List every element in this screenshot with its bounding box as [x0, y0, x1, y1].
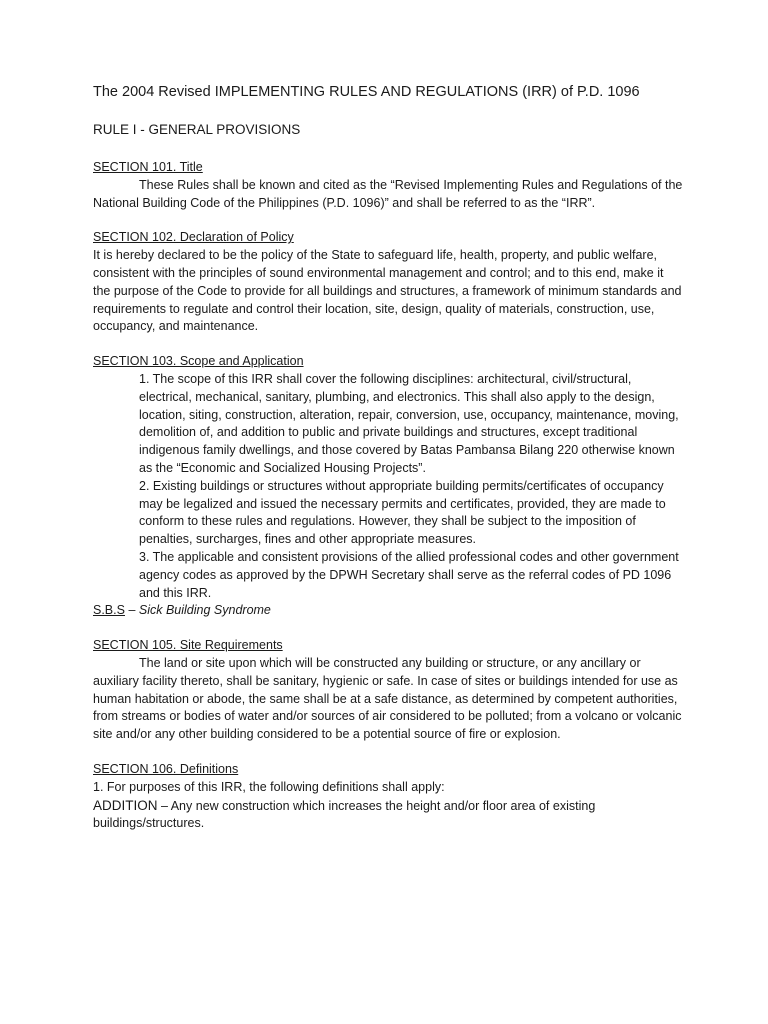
definition-term: ADDITION — [93, 797, 158, 813]
section-106 — [93, 761, 683, 833]
section-103-item-2: 2. Existing buildings or structures without appropriate building permits/certificates of occupancy may be legalized and issued the necessary permits and certificates, provided, they are made to conform to these rules and regulations. However, they shall be subject to the imposition of penalties, surcharges, fines and other appropriate measures. — [139, 478, 666, 547]
section-102 — [93, 229, 683, 336]
definition-text: – Any new construction which increases the height and/or floor area of existing buildings/structures. — [93, 798, 596, 831]
section-102-body: It is hereby declared to be the policy of the State to safeguard life, health, property, and public welfare, consistent with the principles of sound environmental management and control; and to this end, make it the purpose of the Code to provide for all buildings and structures, a framework of minimum standards and requirements to regulate and control their location, site, design, quality of materials, construction, use, occupancy, and maintenance. — [93, 248, 682, 334]
document-title: The 2004 Revised IMPLEMENTING RULES AND REGULATIONS (IRR) of P.D. 1096 — [93, 84, 640, 100]
sbs-definition — [93, 602, 683, 620]
section-105-heading: SECTION 105. Site Requirements — [93, 638, 283, 653]
section-105-body: The land or site upon which will be constructed any building or structure, or any ancillary or auxiliary facility thereto, shall be sanitary, hygienic or safe. In case of sites or buildings intended for use as human habitation or abode, the same shall be at a safe distance, as determined by competent authorities, from streams or bodies of water and/or sources of air considered to be polluted; from a volcano or volcanic site and/or any other building considered to be a potential source of fire or explosion. — [93, 655, 682, 742]
document-page — [93, 84, 683, 850]
section-106-heading: SECTION 106. Definitions — [93, 761, 239, 776]
section-106-intro: 1. For purposes of this IRR, the following definitions shall apply: — [93, 779, 445, 794]
sbs-expansion: Sick Building Syndrome — [138, 603, 271, 618]
section-101 — [93, 159, 683, 212]
section-103-item-3: 3. The applicable and consistent provisions of the allied professional codes and other government agency codes as approved by the DPWH Secretary shall serve as the referral codes of PD 1096 and this IRR. — [139, 549, 679, 600]
section-103-item-1: 1. The scope of this IRR shall cover the following disciplines: architectural, civil/structural, electrical, mechanical, sanitary, plumbing, and electronics. This shall also apply to the design, location, siting, construction, alteration, repair, conversion, use, occupancy, maintenance, moving, demolition of, and addition to public and private buildings and structures, except traditional indigenous family dwellings, and those covered by Batas Pambansa Bilang 220 otherwise known as the “Economic and Socialized Housing Projects”. — [139, 371, 679, 475]
section-102-heading: SECTION 102. Declaration of Policy — [93, 230, 294, 245]
section-103 — [93, 353, 683, 602]
section-105 — [93, 637, 683, 744]
sbs-abbreviation: S.B.S — [93, 603, 125, 618]
section-101-heading: SECTION 101. Title — [93, 160, 203, 174]
section-103-list — [93, 371, 683, 602]
rule-heading: RULE I - GENERAL PROVISIONS — [93, 122, 301, 137]
section-103-heading: SECTION 103. Scope and Application — [93, 354, 304, 369]
section-101-body: These Rules shall be known and cited as the “Revised Implementing Rules and Regulations of the National Building Code of the Philippines (P.D. 1096)” and shall be referred to as the “IRR”. — [93, 177, 683, 210]
sbs-dash: – — [124, 603, 139, 618]
definition-addition — [93, 797, 683, 834]
